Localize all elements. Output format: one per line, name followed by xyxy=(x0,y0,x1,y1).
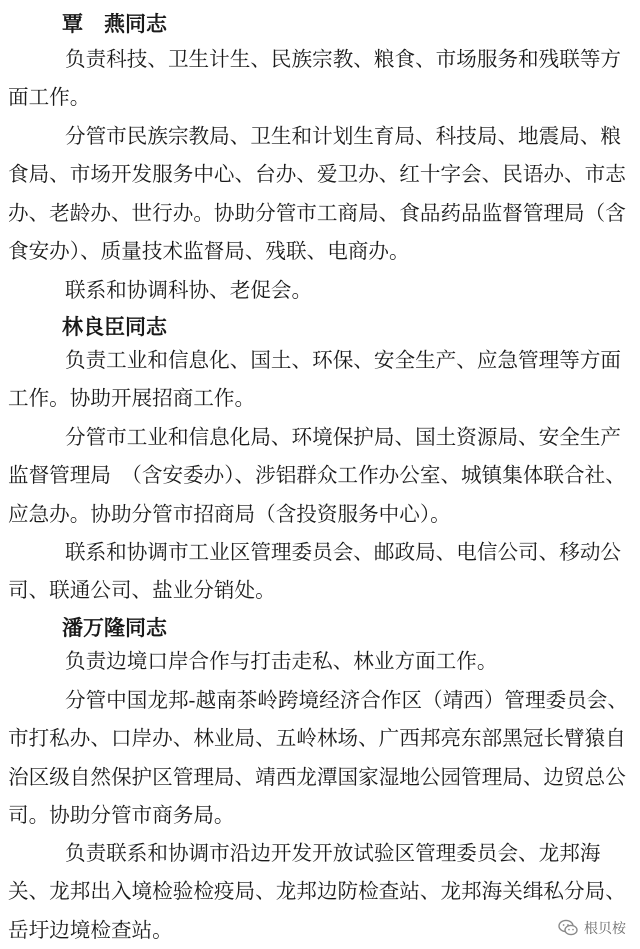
section-1-paragraph-3: 联系和协调科协、老促会。 xyxy=(65,278,313,302)
section-1-paragraph-2: 分管市民族宗教局、卫生和计划生育局、科技局、地震局、粮食局、市场开发服务中心、台办、爱卫办、红十字会、民语办、市志办、老龄办、世行办。协助分管市工商局、食品药品监督管理局（含食安办）、质量技术监督局、残联、电商办。 xyxy=(8,124,626,264)
section-3-paragraph-2: 分管中国龙邦-越南茶岭跨境经济合作区（靖西）管理委员会、市打私办、口岸办、林业局、五岭林场、广西邦亮东部黑冠长臂猿自治区级自然保护区管理局、靖西龙潭国家湿地公园管理局、边贸总公司。协助分管市商务局。 xyxy=(8,688,628,828)
section-name-3: 潘万隆同志 xyxy=(62,616,167,640)
wechat-icon xyxy=(558,919,578,937)
section-name-1: 覃 燕同志 xyxy=(62,12,167,36)
section-2-paragraph-2: 分管市工业和信息化局、环境保护局、国土资源局、安全生产监督管理局 （含安委办）、涉铝群众工作办公室、城镇集体联合社、应急办。协助分管市招商局（含投资服务中心）。 xyxy=(8,425,626,526)
section-3-paragraph-1: 负责边境口岸合作与打击走私、林业方面工作。 xyxy=(65,649,498,673)
section-name-2: 林良臣同志 xyxy=(62,315,167,339)
watermark-text: 根贝桉 xyxy=(584,921,626,937)
section-1-paragraph-1: 负责科技、卫生计生、民族宗教、粮食、市场服务和残联等方面工作。 xyxy=(8,47,622,110)
section-3-paragraph-3: 负责联系和协调市沿边开发开放试验区管理委员会、龙邦海关、龙邦出入境检验检疫局、龙邦边防检查站、龙邦海关缉私分局、岳圩边境检查站。 xyxy=(8,841,626,942)
section-2-paragraph-3: 联系和协调市工业区管理委员会、邮政局、电信公司、移动公司、联通公司、盐业分销处。 xyxy=(8,540,622,603)
watermark xyxy=(558,918,626,938)
section-2-paragraph-1: 负责工业和信息化、国土、环保、安全生产、应急管理等方面工作。协助开展招商工作。 xyxy=(8,348,622,411)
